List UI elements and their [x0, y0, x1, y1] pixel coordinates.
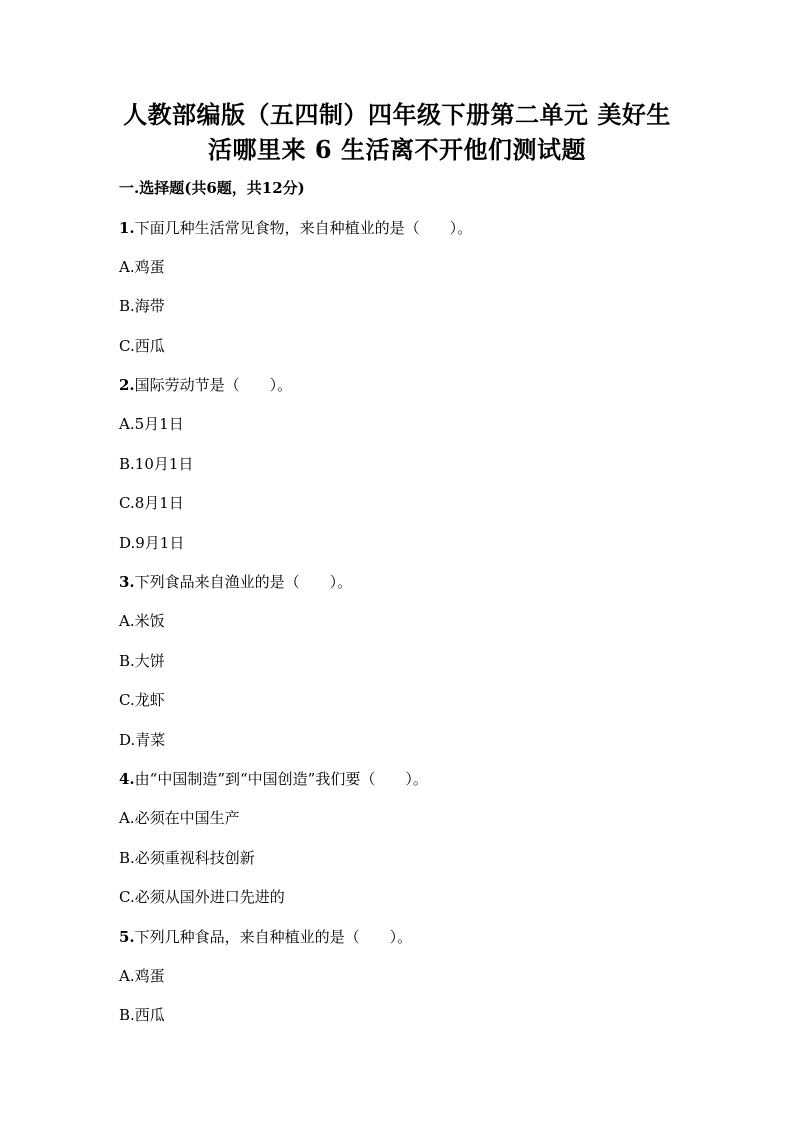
- question-text: 下列几种食品，来自种植业的是（ ）。: [134, 928, 413, 946]
- question-1-option-b: B.海带: [119, 297, 165, 315]
- document-title-line-1: 人教部编版（五四制）四年级下册第二单元 美好生: [123, 100, 671, 129]
- question-1-option-a: A.鸡蛋: [119, 258, 165, 276]
- question-2-option-b: B.10月1日: [119, 455, 194, 473]
- question-1-option-c: C.西瓜: [119, 337, 165, 355]
- question-2-option-a: A.5月1日: [119, 415, 184, 433]
- question-text: 国际劳动节是（ ）。: [134, 376, 293, 394]
- question-2: [119, 375, 292, 395]
- question-text: 由“中国制造”到“中国创造”我们要（ ）。: [134, 770, 428, 788]
- question-5-option-a: A.鸡蛋: [119, 967, 165, 985]
- document-title-line-2: 活哪里来 6 生活离不开他们测试题: [208, 135, 586, 164]
- question-1: [119, 218, 472, 238]
- question-4: [119, 769, 428, 789]
- question-2-option-d: D.9月1日: [119, 534, 185, 552]
- question-number: 3.: [119, 573, 135, 591]
- question-4-option-c: C.必须从国外进口先进的: [119, 888, 285, 906]
- question-number: 4.: [119, 770, 135, 788]
- question-number: 1.: [119, 219, 135, 237]
- question-5: [119, 927, 412, 947]
- question-5-option-b: B.西瓜: [119, 1006, 165, 1024]
- question-text: 下面几种生活常见食物，来自种植业的是（ ）。: [134, 219, 473, 237]
- question-3-option-a: A.米饭: [119, 612, 165, 630]
- question-4-option-b: B.必须重视科技创新: [119, 849, 255, 867]
- question-text: 下列食品来自渔业的是（ ）。: [134, 573, 353, 591]
- question-3-option-b: B.大饼: [119, 652, 165, 670]
- question-3-option-c: C.龙虾: [119, 691, 165, 709]
- question-2-option-c: C.8月1日: [119, 494, 184, 512]
- question-4-option-a: A.必须在中国生产: [119, 809, 240, 827]
- section-heading: 一.选择题(共6题，共12分): [119, 179, 305, 197]
- question-number: 5.: [119, 928, 135, 946]
- question-number: 2.: [119, 376, 135, 394]
- question-3: [119, 572, 352, 592]
- question-3-option-d: D.青菜: [119, 731, 166, 749]
